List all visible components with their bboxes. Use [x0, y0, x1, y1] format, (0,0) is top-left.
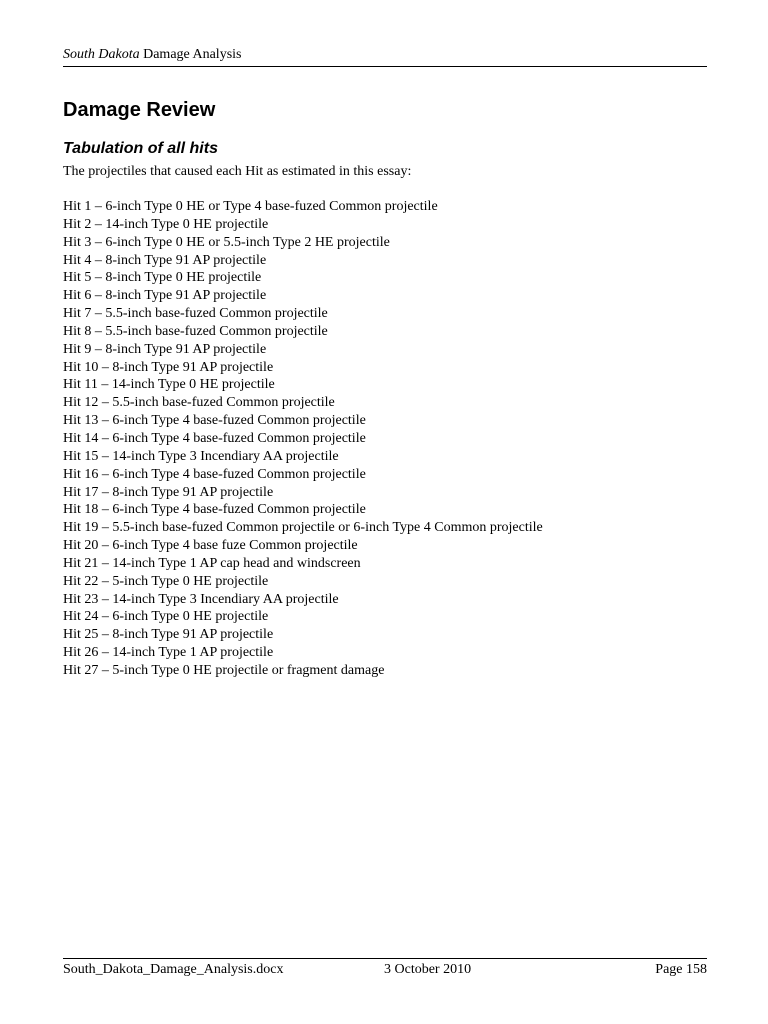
footer-filename: South_Dakota_Damage_Analysis.docx: [63, 962, 284, 977]
hit-item: Hit 14 – 6-inch Type 4 base-fuzed Common projectile: [63, 430, 366, 446]
page-title: Damage Review: [63, 99, 216, 121]
hit-item: Hit 7 – 5.5-inch base-fuzed Common projectile: [63, 306, 328, 322]
hit-item: Hit 1 – 6-inch Type 0 HE or Type 4 base-fuzed Common projectile: [63, 199, 438, 214]
hit-item: Hit 23 – 14-inch Type 3 Incendiary AA projectile: [63, 591, 339, 607]
section-subtitle: Tabulation of all hits: [63, 140, 218, 157]
hit-item: Hit 18 – 6-inch Type 4 base-fuzed Common projectile: [63, 502, 366, 518]
header-title-rest: Damage Analysis: [143, 47, 242, 62]
page-footer: [63, 958, 707, 981]
hit-item: Hit 20 – 6-inch Type 4 base fuze Common projectile: [63, 538, 358, 554]
hit-item: Hit 3 – 6-inch Type 0 HE or 5.5-inch Type 2 HE projectile: [63, 234, 390, 250]
hit-item: Hit 19 – 5.5-inch base-fuzed Common projectile or 6-inch Type 4 Common projectile: [63, 520, 543, 536]
footer-date: 3 October 2010: [384, 962, 472, 977]
hit-item: Hit 5 – 8-inch Type 0 HE projectile: [63, 270, 262, 286]
hit-item: Hit 4 – 8-inch Type 91 AP projectile: [63, 252, 267, 268]
hit-item: Hit 6 – 8-inch Type 91 AP projectile: [63, 288, 267, 304]
main-content: [63, 96, 707, 680]
hit-item: Hit 26 – 14-inch Type 1 AP projectile: [63, 645, 274, 661]
header-title-italic: South Dakota: [63, 47, 140, 62]
page-header: [63, 46, 707, 67]
hit-item: Hit 17 – 8-inch Type 91 AP projectile: [63, 484, 274, 500]
hit-item: Hit 16 – 6-inch Type 4 base-fuzed Common projectile: [63, 466, 366, 482]
hit-item: Hit 10 – 8-inch Type 91 AP projectile: [63, 359, 274, 375]
hit-item: Hit 12 – 5.5-inch base-fuzed Common projectile: [63, 395, 335, 411]
hit-item: Hit 2 – 14-inch Type 0 HE projectile: [63, 216, 269, 232]
hit-item: Hit 15 – 14-inch Type 3 Incendiary AA projectile: [63, 448, 339, 464]
hit-item: Hit 13 – 6-inch Type 4 base-fuzed Common projectile: [63, 413, 366, 429]
hit-item: Hit 8 – 5.5-inch base-fuzed Common projectile: [63, 323, 328, 339]
footer-page-number: Page 158: [655, 962, 707, 977]
hit-item: Hit 9 – 8-inch Type 91 AP projectile: [63, 341, 267, 357]
hit-item: Hit 22 – 5-inch Type 0 HE projectile: [63, 573, 269, 589]
hit-item: Hit 11 – 14-inch Type 0 HE projectile: [63, 377, 275, 393]
hit-item: Hit 27 – 5-inch Type 0 HE projectile or fragment damage: [63, 662, 385, 678]
intro-text: The projectiles that caused each Hit as estimated in this essay:: [63, 164, 412, 179]
hit-item: Hit 21 – 14-inch Type 1 AP cap head and windscreen: [63, 555, 361, 571]
hit-item: Hit 24 – 6-inch Type 0 HE projectile: [63, 609, 269, 625]
hit-list: [63, 198, 707, 680]
hit-item: Hit 25 – 8-inch Type 91 AP projectile: [63, 627, 274, 643]
